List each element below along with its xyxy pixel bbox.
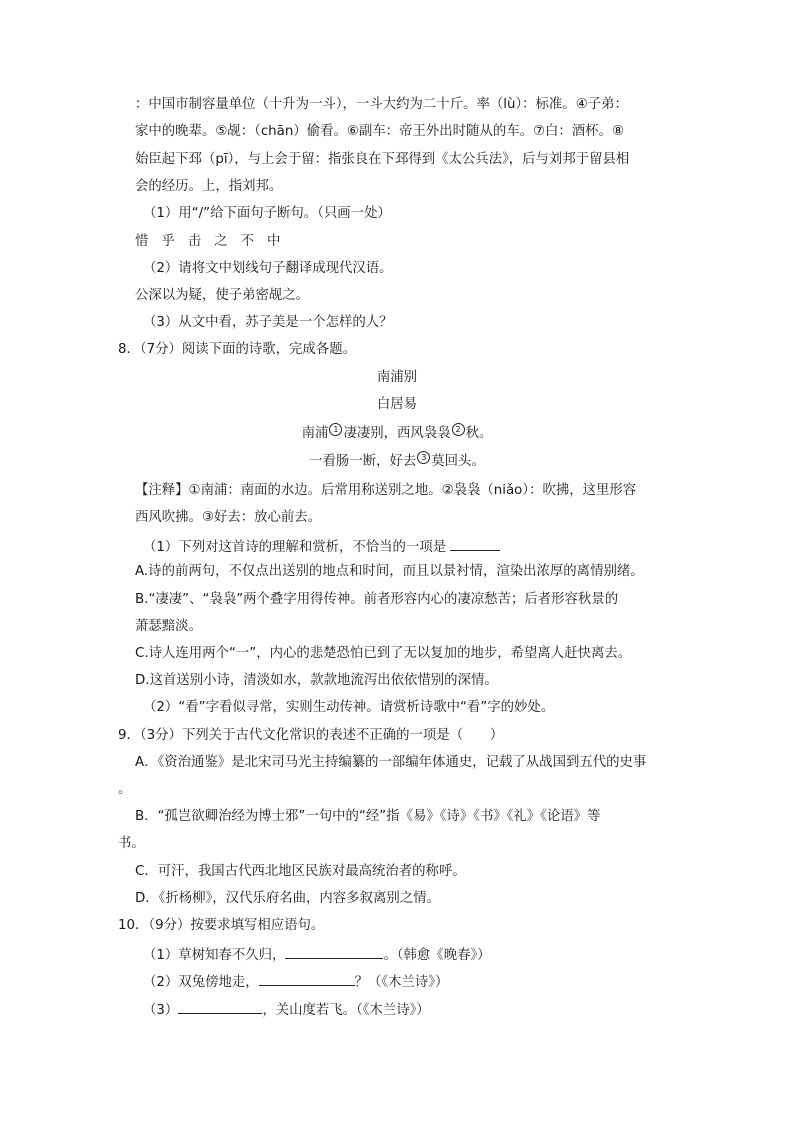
q8-option-c: C.诗人连用两个“一”，内心的悲楚恐怕已到了无以复加的地步，希望离人赶快离去。 <box>135 646 632 661</box>
q7-sub1: （1）用“/”给下面句子断句。（只画一处） <box>143 206 391 221</box>
poem-author: 白居易 <box>376 397 418 412</box>
poem-title: 南浦别 <box>376 370 418 385</box>
footnote-marker: 1 <box>329 423 342 436</box>
q10-sub3: （3） ，关山度若飞。（《木兰诗》） <box>143 999 430 1020</box>
q8-sub1: （1）下列对这首诗的理解和赏析，不恰当的一项是 <box>143 536 500 557</box>
notes-line-3: 始臣起下邳（pī），与上会于留：指张良在下邳得到《太公兵法》，后与刘邦于留县相 <box>135 152 630 167</box>
footnote-marker: 3 <box>417 451 430 464</box>
poem-note-2: 西风吹拂。③好去：放心前去。 <box>135 510 322 525</box>
char: 之 <box>214 234 228 249</box>
q9-option-a-line2: 。 <box>118 782 132 797</box>
q9-option-b-line1: B．“孤岂欲卿治经为博士邪”一句中的“经”指《易》《诗》《书》《礼》《论语》等 <box>135 809 601 824</box>
answer-blank[interactable] <box>450 536 500 551</box>
q8-heading: 8．（7分）阅读下面的诗歌，完成各题。 <box>118 342 356 357</box>
q8-option-d: D.这首送别小诗，清淡如水，款款地流泻出依依惜别的深情。 <box>135 673 498 688</box>
q9-option-c: C．可汗，我国古代西北地区民族对最高统治者的称呼。 <box>135 864 466 879</box>
notes-line-2: 家中的晚辈。⑤觇：（chān）偷看。⑥副车：帝王外出时随从的车。⑦白：酒杯。⑧ <box>135 124 624 139</box>
q8-option-b-line2: 萧瑟黯淡。 <box>135 619 202 634</box>
char: 中 <box>266 234 281 249</box>
q9-option-a-line1: A．《资治通鉴》是北宋司马光主持编纂的一部编年体通史，记载了从战国到五代的史事 <box>135 755 647 770</box>
q7-sub2-sentence: 公深以为疑，使子弟密觇之。 <box>135 288 310 303</box>
notes-line-4: 会的经历。上，指刘邦。 <box>135 179 283 194</box>
footnote-marker: 2 <box>452 423 465 436</box>
q9-heading: 9．（3分）下列关于古代文化常识的表述不正确的一项是（ ） <box>118 728 504 743</box>
answer-blank[interactable] <box>178 999 262 1014</box>
poem-line-2: 一看肠一断，好去 $^3$ 莫回头。 <box>309 453 485 469</box>
char: 惜 <box>135 234 149 249</box>
q10-sub2: （2）双兔傍地走， ？（《木兰诗》） <box>143 971 448 992</box>
q8-option-b-line1: B.“凄凄”、“袅袅”两个叠字用得传神。前者形容内心的凄凉愁苦；后者形容秋景的 <box>135 592 619 607</box>
q8-option-a: A.诗的前两句，不仅点出送别的地点和时间，而且以景衬情，渲染出浓厚的离情别绪。 <box>135 564 644 579</box>
q7-sentence-chars <box>135 233 293 251</box>
poem-line-1: 南浦 $^1$ 凄凄别，西风袅袅 $^2$ 秋。 <box>301 425 493 441</box>
char: 不 <box>240 234 254 249</box>
q7-sub2: （2）请将文中划线句子翻译成现代汉语。 <box>143 261 393 276</box>
q7-sub3: （3）从文中看，苏子美是一个怎样的人？ <box>143 315 393 330</box>
char: 乎 <box>161 234 175 249</box>
q10-heading: 10．（9分）按要求填写相应语句。 <box>118 918 325 933</box>
q10-sub1: （1）草树知春不久归， 。（韩愈《晚春》） <box>143 944 491 965</box>
q9-option-d: D．《折杨柳》，汉代乐府名曲，内容多叙离别之情。 <box>135 891 440 906</box>
notes-line-1: ：中国市制容量单位（十升为一斗），一斗大约为二十斤。率（lù）：标准。④子弟： <box>135 97 628 112</box>
char: 击 <box>187 234 202 249</box>
q9-option-b-line2: 书。 <box>118 836 145 851</box>
answer-blank[interactable] <box>285 944 383 959</box>
poem-note-1: 【注释】①南浦：南面的水边。后常用称送别之地。②袅袅（niǎo）：吹拂，这里形容 <box>135 483 637 498</box>
q8-sub2: （2）“看”字看似寻常，实则生动传神。请赏析诗歌中“看”字的妙处。 <box>143 700 555 715</box>
answer-blank[interactable] <box>259 971 355 986</box>
